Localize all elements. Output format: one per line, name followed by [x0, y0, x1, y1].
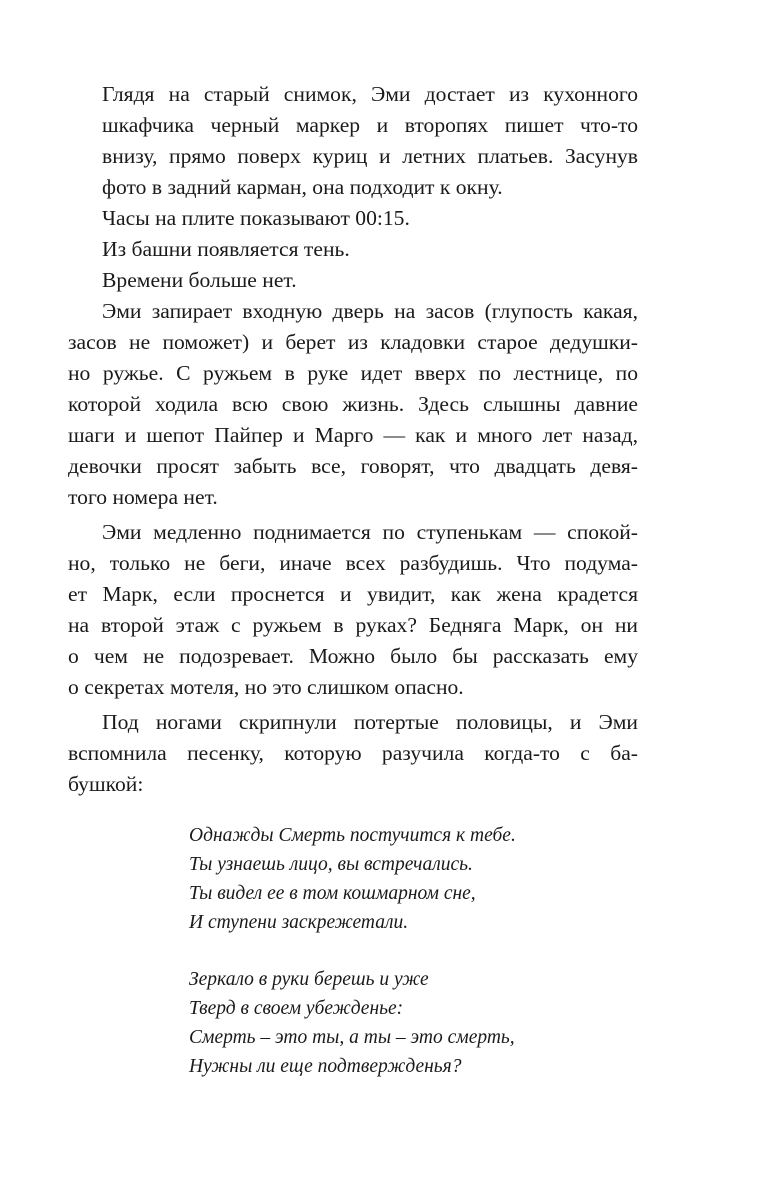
text-line: девочки просят забыть все, говорят, что двадцать девя- — [68, 454, 638, 478]
text-line: о секретах мотеля, но это слишком опасно. — [68, 675, 464, 699]
poem-line: Нужны ли еще подтвержденья? — [189, 1056, 462, 1077]
text-line: шкафчика черный маркер и второпях пишет что-то — [102, 113, 638, 137]
text-line: но ружье. С ружьем в руке идет вверх по лестнице, по — [68, 361, 638, 385]
text-line: внизу, прямо поверх куриц и летних платьев. Засунув — [102, 144, 638, 168]
poem-line: Однажды Смерть постучится к тебе. — [189, 825, 516, 846]
text-line: шаги и шепот Пайпер и Марго — как и много лет назад, — [68, 423, 638, 447]
text-line: Глядя на старый снимок, Эми достает из кухонного — [102, 82, 638, 106]
text-line: вспомнила песенку, которую разучила когда-то с ба- — [68, 741, 638, 765]
poem-line: Тверд в своем убежденье: — [189, 998, 404, 1019]
text-line: Часы на плите показывают 00:15. — [102, 206, 410, 230]
text-line: Под ногами скрипнули потертые половицы, и Эми — [102, 710, 638, 734]
poem-line: Смерть – это ты, а ты – это смерть, — [189, 1027, 515, 1048]
text-line: о чем не подозревает. Можно было бы рассказать ему — [68, 644, 638, 668]
poem-line: Зеркало в руки берешь и уже — [189, 969, 429, 990]
poem-line: Ты узнаешь лицо, вы встречались. — [189, 854, 473, 875]
text-line: Эми запирает входную дверь на засов (глупость какая, — [102, 299, 638, 323]
poem-line: Ты видел ее в том кошмарном сне, — [189, 883, 476, 904]
text-line: бушкой: — [68, 772, 144, 796]
text-line: фото в задний карман, она подходит к окну. — [102, 175, 503, 199]
text-line: того номера нет. — [68, 485, 218, 509]
poem-line: И ступени заскрежетали. — [189, 912, 409, 933]
text-line: Времени больше нет. — [102, 268, 297, 292]
text-line: на второй этаж с ружьем в руках? Бедняга Марк, он ни — [68, 613, 638, 637]
text-line: Из башни появляется тень. — [102, 237, 350, 261]
text-line: которой ходила всю свою жизнь. Здесь слышны давние — [68, 392, 638, 416]
text-line: но, только не беги, иначе всех разбудишь. Что подума- — [68, 551, 638, 575]
text-line: засов не поможет) и берет из кладовки старое дедушки- — [68, 330, 638, 354]
text-line: Эми медленно поднимается по ступенькам — спокой- — [102, 520, 638, 544]
text-line: ет Марк, если проснется и увидит, как жена крадется — [68, 582, 638, 606]
